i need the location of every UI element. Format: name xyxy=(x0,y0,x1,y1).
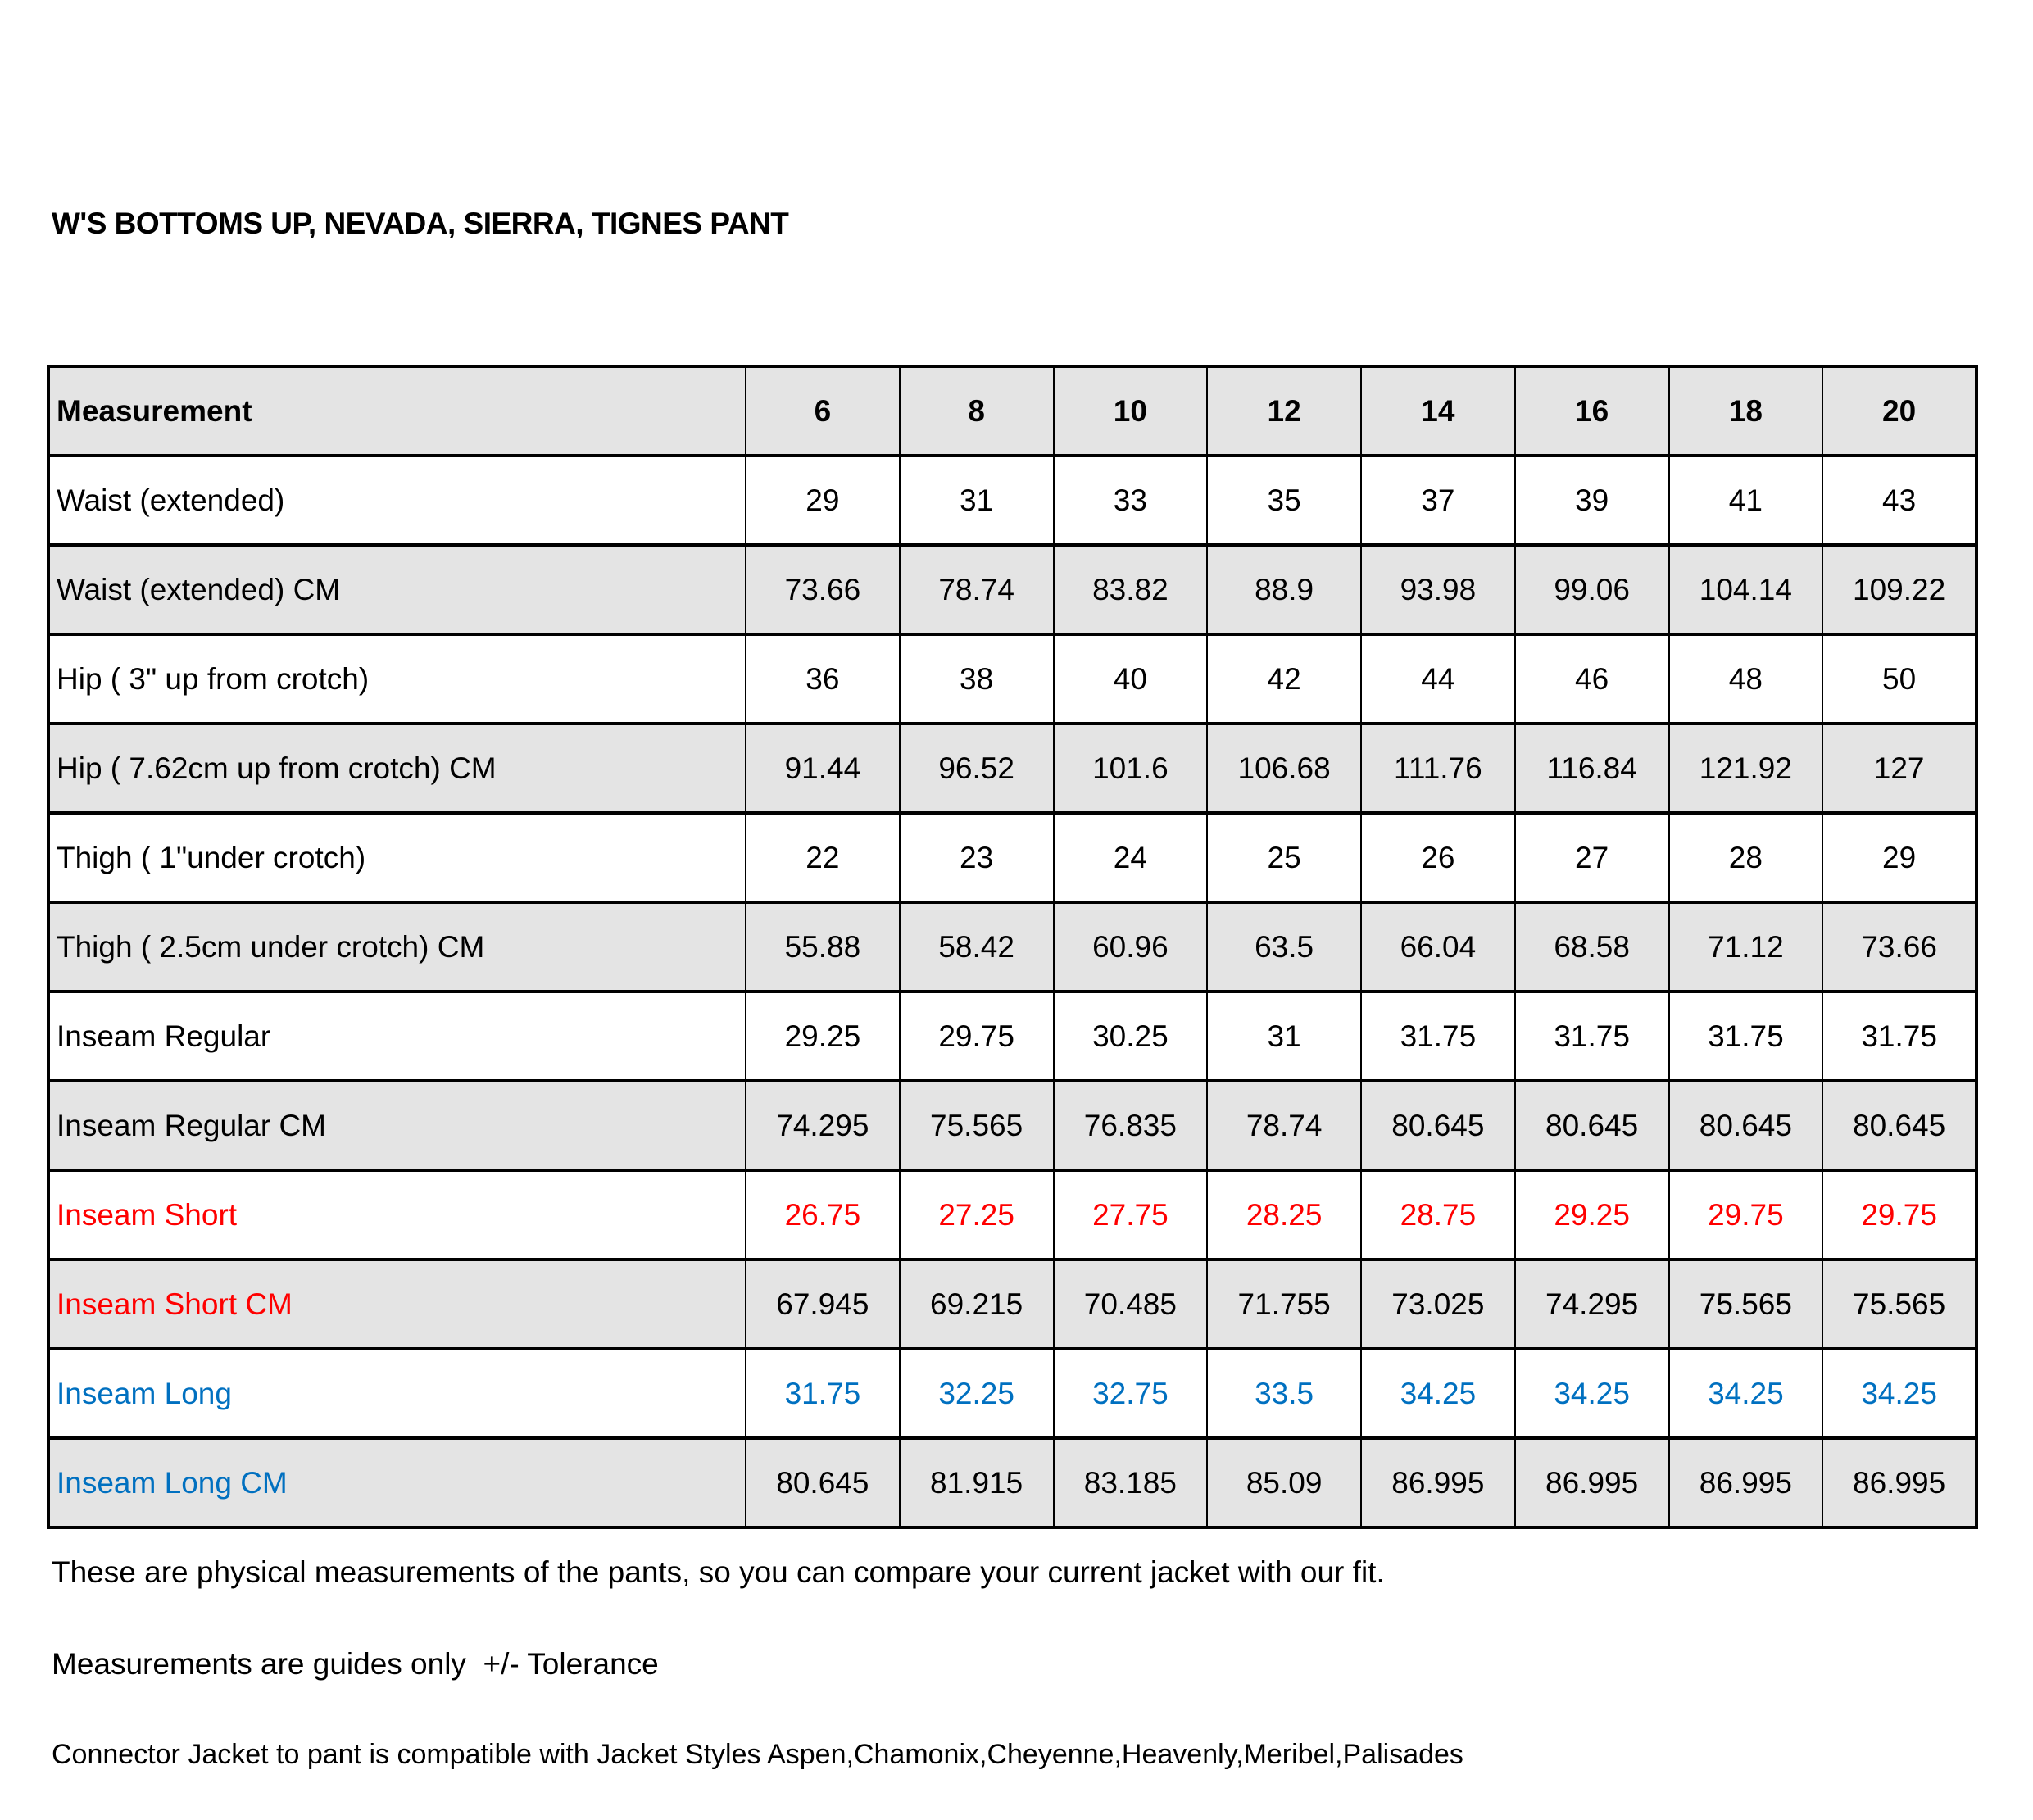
cell-value: 80.645 xyxy=(1515,1081,1669,1170)
cell-value: 96.52 xyxy=(900,724,1054,813)
cell-value: 31.75 xyxy=(1361,992,1515,1081)
cell-value: 86.995 xyxy=(1822,1438,1976,1527)
cell-value: 35 xyxy=(1207,456,1361,545)
cell-value: 121.92 xyxy=(1669,724,1823,813)
cell-value: 46 xyxy=(1515,634,1669,724)
cell-value: 31.75 xyxy=(1669,992,1823,1081)
cell-value: 116.84 xyxy=(1515,724,1669,813)
cell-value: 78.74 xyxy=(1207,1081,1361,1170)
row-label: Inseam Short CM xyxy=(48,1259,746,1349)
cell-value: 86.995 xyxy=(1361,1438,1515,1527)
cell-value: 44 xyxy=(1361,634,1515,724)
note-connector-compatibility: Connector Jacket to pant is compatible with Jacket Styles Aspen,Chamonix,Cheyenne,Heavenly,Meribel,Palisades xyxy=(52,1739,1463,1770)
cell-value: 43 xyxy=(1822,456,1976,545)
header-size-8: 8 xyxy=(900,366,1054,456)
cell-value: 80.645 xyxy=(1361,1081,1515,1170)
cell-value: 32.75 xyxy=(1054,1349,1208,1438)
header-size-16: 16 xyxy=(1515,366,1669,456)
cell-value: 29.75 xyxy=(1822,1170,1976,1259)
cell-value: 30.25 xyxy=(1054,992,1208,1081)
cell-value: 93.98 xyxy=(1361,545,1515,634)
cell-value: 34.25 xyxy=(1669,1349,1823,1438)
cell-value: 75.565 xyxy=(1669,1259,1823,1349)
header-size-18: 18 xyxy=(1669,366,1823,456)
cell-value: 38 xyxy=(900,634,1054,724)
table-row xyxy=(48,634,1976,724)
cell-value: 23 xyxy=(900,813,1054,902)
cell-value: 29.25 xyxy=(1515,1170,1669,1259)
cell-value: 99.06 xyxy=(1515,545,1669,634)
cell-value: 26.75 xyxy=(746,1170,900,1259)
header-measurement-label: Measurement xyxy=(48,366,746,456)
cell-value: 71.755 xyxy=(1207,1259,1361,1349)
cell-value: 34.25 xyxy=(1515,1349,1669,1438)
cell-value: 106.68 xyxy=(1207,724,1361,813)
row-label: Inseam Long xyxy=(48,1349,746,1438)
size-chart-table xyxy=(47,365,1978,1529)
cell-value: 104.14 xyxy=(1669,545,1823,634)
cell-value: 25 xyxy=(1207,813,1361,902)
cell-value: 26 xyxy=(1361,813,1515,902)
row-label: Inseam Short xyxy=(48,1170,746,1259)
header-size-20: 20 xyxy=(1822,366,1976,456)
cell-value: 29 xyxy=(1822,813,1976,902)
cell-value: 109.22 xyxy=(1822,545,1976,634)
cell-value: 69.215 xyxy=(900,1259,1054,1349)
cell-value: 83.185 xyxy=(1054,1438,1208,1527)
cell-value: 111.76 xyxy=(1361,724,1515,813)
cell-value: 34.25 xyxy=(1822,1349,1976,1438)
cell-value: 70.485 xyxy=(1054,1259,1208,1349)
cell-value: 67.945 xyxy=(746,1259,900,1349)
cell-value: 74.295 xyxy=(1515,1259,1669,1349)
note-tolerance: Measurements are guides only +/- Tolerance xyxy=(52,1647,659,1681)
header-size-12: 12 xyxy=(1207,366,1361,456)
cell-value: 78.74 xyxy=(900,545,1054,634)
cell-value: 63.5 xyxy=(1207,902,1361,992)
cell-value: 85.09 xyxy=(1207,1438,1361,1527)
cell-value: 66.04 xyxy=(1361,902,1515,992)
cell-value: 31.75 xyxy=(1515,992,1669,1081)
cell-value: 86.995 xyxy=(1515,1438,1669,1527)
cell-value: 29 xyxy=(746,456,900,545)
cell-value: 41 xyxy=(1669,456,1823,545)
cell-value: 81.915 xyxy=(900,1438,1054,1527)
row-label: Hip ( 7.62cm up from crotch) CM xyxy=(48,724,746,813)
table-row xyxy=(48,992,1976,1081)
page-title: W'S BOTTOMS UP, NEVADA, SIERRA, TIGNES PANT xyxy=(52,207,789,240)
table-row xyxy=(48,1438,1976,1527)
row-label: Inseam Regular xyxy=(48,992,746,1081)
table-row xyxy=(48,545,1976,634)
cell-value: 75.565 xyxy=(900,1081,1054,1170)
table-row xyxy=(48,1349,1976,1438)
cell-value: 27 xyxy=(1515,813,1669,902)
row-label: Thigh ( 1"under crotch) xyxy=(48,813,746,902)
cell-value: 27.75 xyxy=(1054,1170,1208,1259)
cell-value: 91.44 xyxy=(746,724,900,813)
cell-value: 80.645 xyxy=(1669,1081,1823,1170)
cell-value: 28 xyxy=(1669,813,1823,902)
cell-value: 48 xyxy=(1669,634,1823,724)
cell-value: 101.6 xyxy=(1054,724,1208,813)
cell-value: 40 xyxy=(1054,634,1208,724)
cell-value: 32.25 xyxy=(900,1349,1054,1438)
cell-value: 127 xyxy=(1822,724,1976,813)
cell-value: 80.645 xyxy=(1822,1081,1976,1170)
cell-value: 29.75 xyxy=(1669,1170,1823,1259)
cell-value: 27.25 xyxy=(900,1170,1054,1259)
cell-value: 58.42 xyxy=(900,902,1054,992)
cell-value: 74.295 xyxy=(746,1081,900,1170)
cell-value: 29.75 xyxy=(900,992,1054,1081)
cell-value: 22 xyxy=(746,813,900,902)
table-row xyxy=(48,1170,1976,1259)
cell-value: 33 xyxy=(1054,456,1208,545)
cell-value: 68.58 xyxy=(1515,902,1669,992)
row-label: Thigh ( 2.5cm under crotch) CM xyxy=(48,902,746,992)
header-size-6: 6 xyxy=(746,366,900,456)
cell-value: 28.75 xyxy=(1361,1170,1515,1259)
header-row xyxy=(48,366,1976,456)
cell-value: 28.25 xyxy=(1207,1170,1361,1259)
cell-value: 31.75 xyxy=(746,1349,900,1438)
row-label: Waist (extended) CM xyxy=(48,545,746,634)
cell-value: 88.9 xyxy=(1207,545,1361,634)
table-row xyxy=(48,456,1976,545)
table-row xyxy=(48,1259,1976,1349)
row-label: Hip ( 3" up from crotch) xyxy=(48,634,746,724)
cell-value: 60.96 xyxy=(1054,902,1208,992)
cell-value: 73.66 xyxy=(1822,902,1976,992)
cell-value: 50 xyxy=(1822,634,1976,724)
cell-value: 33.5 xyxy=(1207,1349,1361,1438)
row-label: Inseam Long CM xyxy=(48,1438,746,1527)
cell-value: 39 xyxy=(1515,456,1669,545)
table-row xyxy=(48,724,1976,813)
row-label: Inseam Regular CM xyxy=(48,1081,746,1170)
cell-value: 75.565 xyxy=(1822,1259,1976,1349)
cell-value: 73.025 xyxy=(1361,1259,1515,1349)
cell-value: 29.25 xyxy=(746,992,900,1081)
cell-value: 34.25 xyxy=(1361,1349,1515,1438)
header-size-14: 14 xyxy=(1361,366,1515,456)
cell-value: 86.995 xyxy=(1669,1438,1823,1527)
cell-value: 71.12 xyxy=(1669,902,1823,992)
cell-value: 37 xyxy=(1361,456,1515,545)
cell-value: 36 xyxy=(746,634,900,724)
cell-value: 80.645 xyxy=(746,1438,900,1527)
cell-value: 42 xyxy=(1207,634,1361,724)
table-row xyxy=(48,902,1976,992)
table-row xyxy=(48,813,1976,902)
header-size-10: 10 xyxy=(1054,366,1208,456)
row-label: Waist (extended) xyxy=(48,456,746,545)
cell-value: 31.75 xyxy=(1822,992,1976,1081)
cell-value: 76.835 xyxy=(1054,1081,1208,1170)
cell-value: 31 xyxy=(1207,992,1361,1081)
table-row xyxy=(48,1081,1976,1170)
cell-value: 31 xyxy=(900,456,1054,545)
cell-value: 73.66 xyxy=(746,545,900,634)
cell-value: 24 xyxy=(1054,813,1208,902)
note-physical-measurements: These are physical measurements of the pants, so you can compare your current jacket with our fit. xyxy=(52,1555,1385,1589)
cell-value: 55.88 xyxy=(746,902,900,992)
cell-value: 83.82 xyxy=(1054,545,1208,634)
